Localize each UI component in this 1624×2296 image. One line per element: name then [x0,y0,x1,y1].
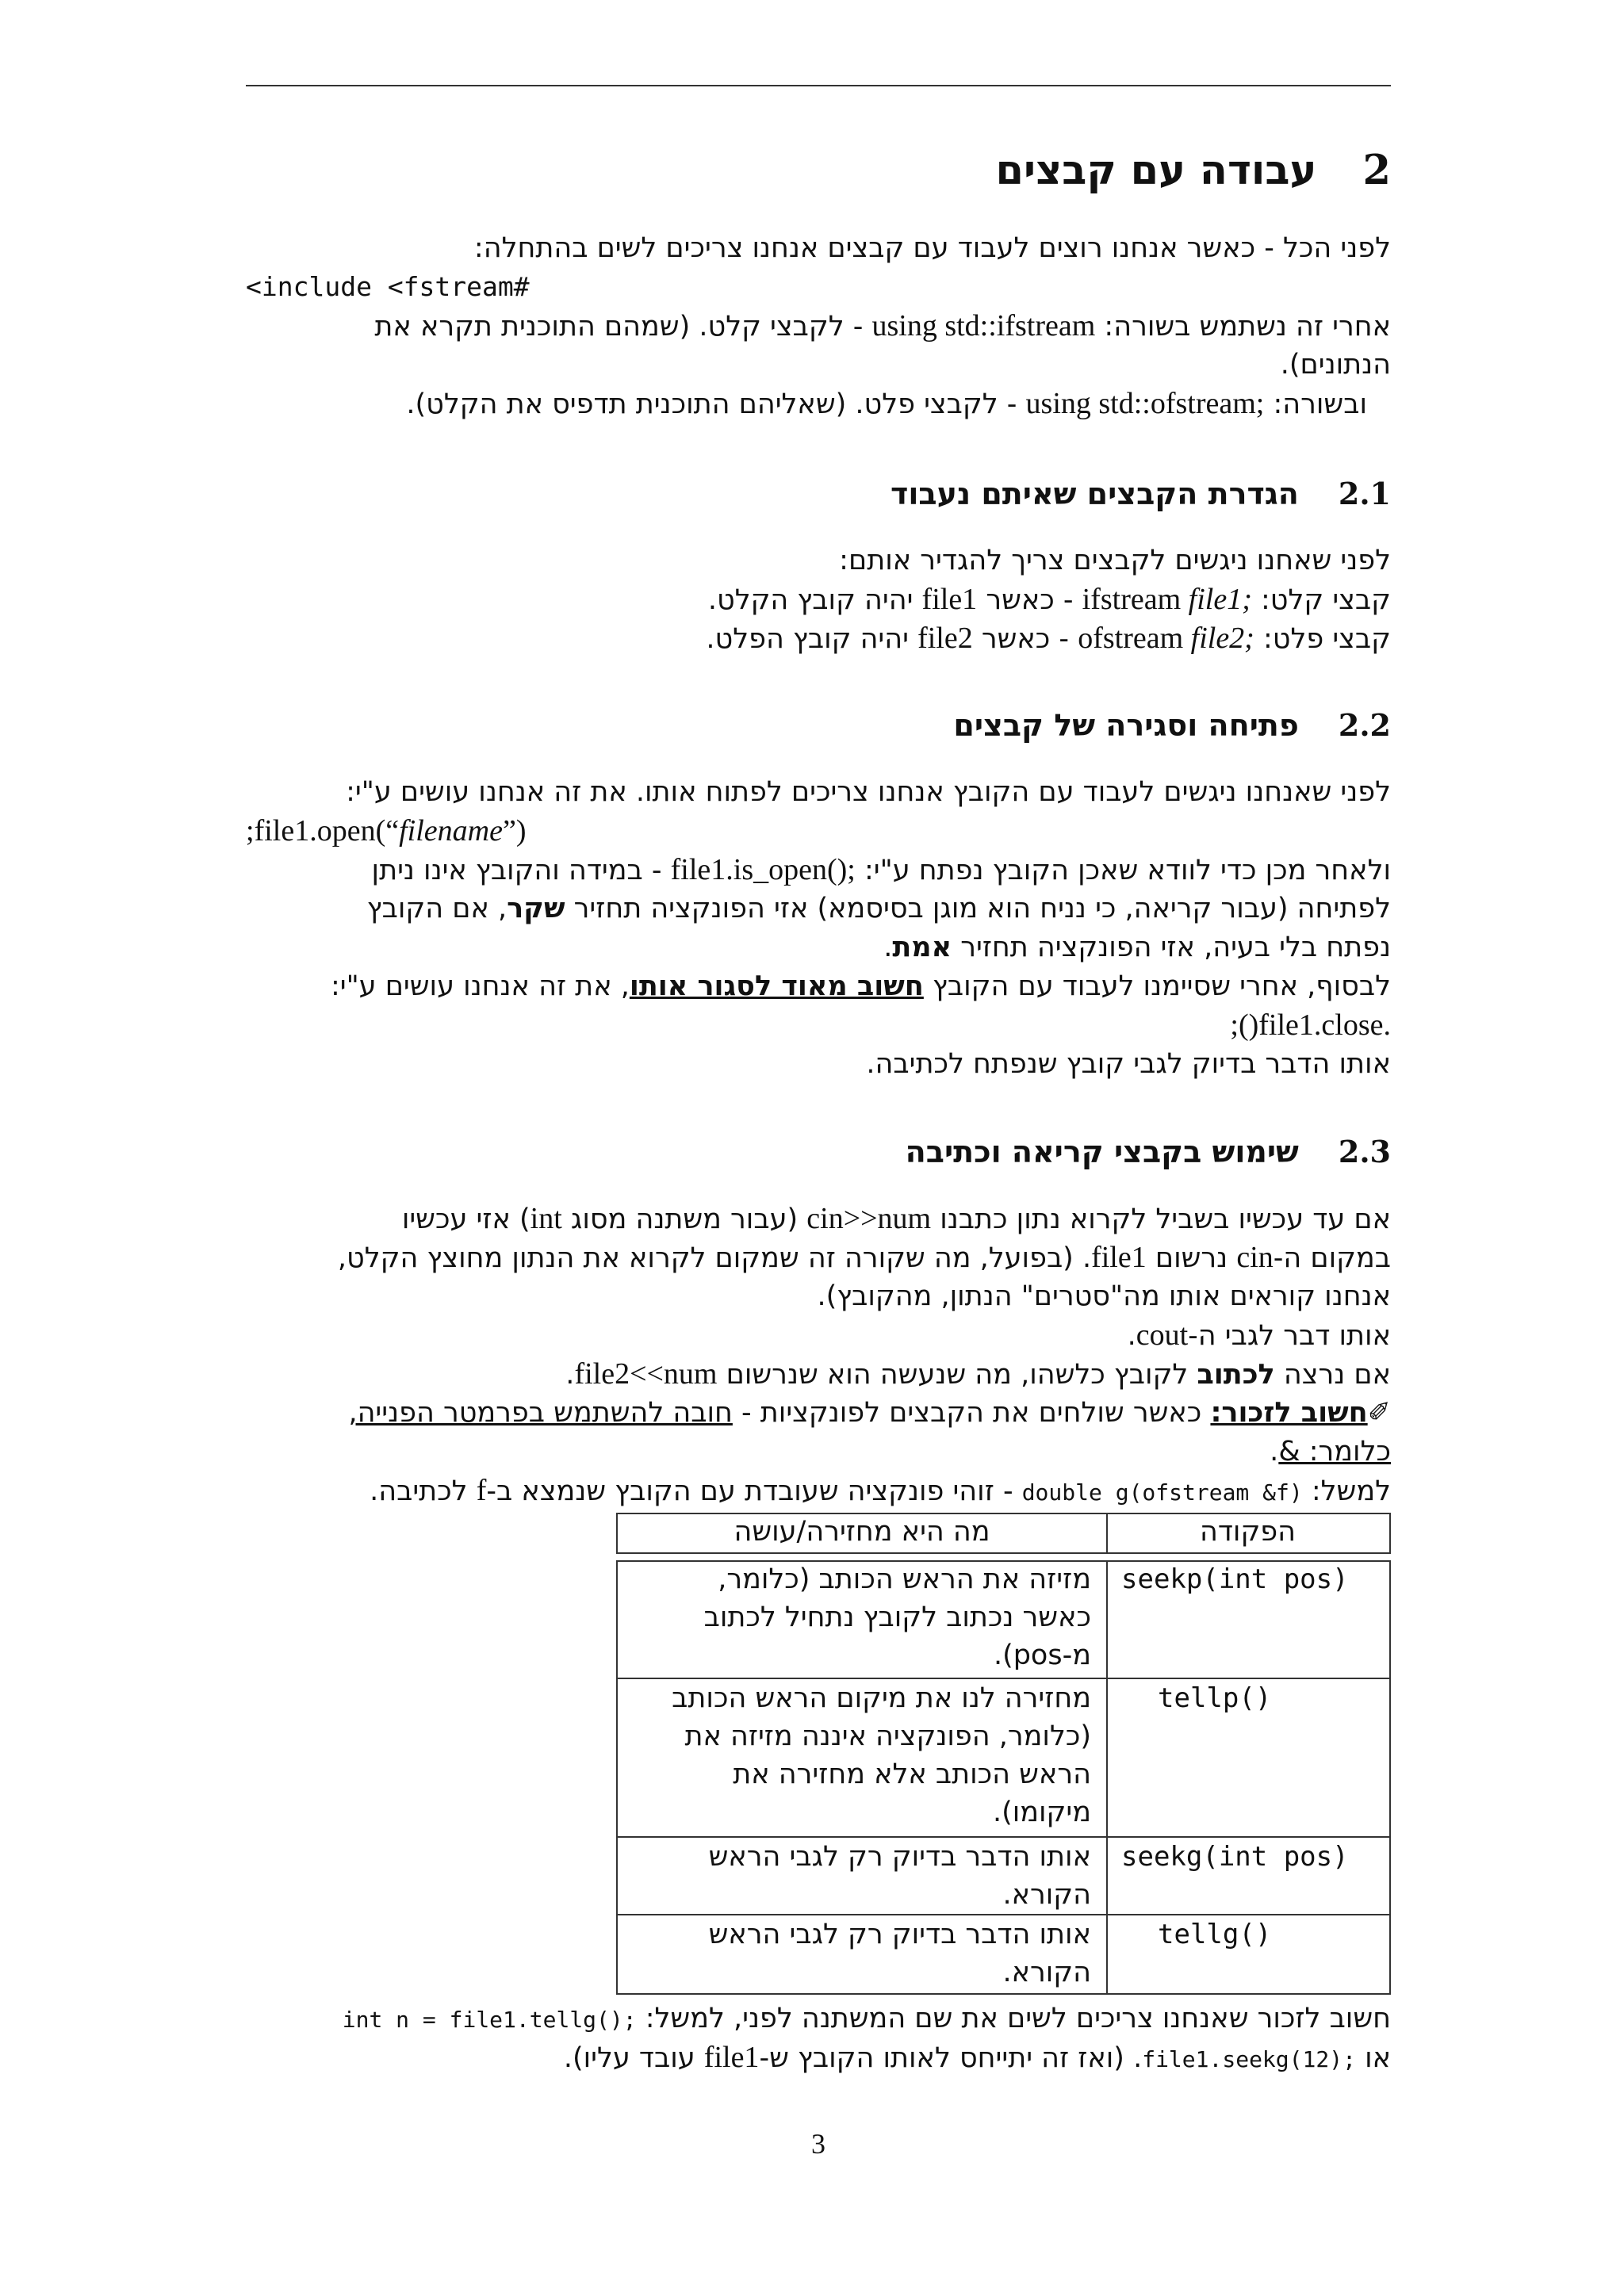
table-row-command: seekg(int pos) [1121,1841,1349,1873]
section-2-3-heading: 2.3שימוש בקבצי קריאה וכתיבה [905,1134,1391,1169]
include-line: #include <fstream> [246,271,530,302]
intro-line-4: הנתונים). [1280,349,1391,381]
s22-line-1: לפני שאנחנו ניגשים לעבוד עם הקובץ אנחנו צריכים לפתוח אותו. את זה אנחנו עושים ע"י: [346,776,1391,808]
section-2-heading [995,147,1391,194]
s22-line-6: לבסוף, אחרי שסיימנו לעבוד עם הקובץ חשוב מאוד לסגור אותו, את זה אנחנו עושים ע"י: [330,970,1391,1002]
section-number: 2 [1362,147,1391,194]
table-row-command: seekp(int pos) [1121,1563,1349,1595]
table-row-description: מזיזה את הראש הכותב (כלומר, כאשר נכתוב לקובץ נתחיל לכתוב מ-pos). [703,1563,1091,1671]
s23-line-8: למשל: double g(ofstream &f) - זוהי פונקציה שעובדת עם הקובץ שנמצא ב-f לכתיבה. [370,1474,1391,1507]
table-row-description: מחזירה לנו את מיקום הראש הכותב (כלומר, הפונקציה איננה מזיזה את הראש הכותב אלא מחזירה את מיקומו). [672,1682,1091,1828]
pencil-icon: ✐ [1367,1397,1391,1429]
s23-line-9: חשוב לזכור שאנחנו צריכים לשים את שם המשתנה לפני, למשל: int n = file1.tellg(); [342,2003,1391,2034]
intro-line-3: אחרי זה נשתמש בשורה: using std::ifstream - לקבצי קלט. (שמהם התוכנית תקרא את [374,309,1391,342]
s23-line-1: אם עד עכשיו בשביל לקרוא נתון כתבנו cin>>num (עבור משתנה מסוג int) אזי עכשיו [401,1202,1391,1235]
section-2-1-heading: 2.1הגדרת הקבצים שאיתם נעבוד [891,476,1391,511]
s23-line-6: ✐חשוב לזכור: כאשר שולחים את הקבצים לפונקציות - חובה להשתמש בפרמטר הפנייה, [348,1397,1391,1429]
close-call-line: .file1.close(); [1230,1008,1391,1042]
section-2-2-heading: 2.2פתיחה וסגירה של קבצים [953,707,1391,743]
open-call-line: file1.open(“filename”); [246,814,527,848]
s23-line-7: כלומר: &. [1270,1436,1391,1468]
s21-line-2: קבצי קלט: ifstream file1; - כאשר file1 יהיה קובץ הקלט. [707,583,1391,616]
section-title: עבודה עם קבצים [995,147,1317,194]
page-number: 3 [811,2128,825,2160]
s22-line-4: לפתיחה (עבור קריאה, כי נניח הוא מוגן בסיסמא) אזי הפונקציה תחזיר שקר, אם הקובץ [366,893,1391,924]
header-description: מה היא מחזירה/עושה [733,1516,990,1548]
s22-line-8: אותו הדבר בדיוק לגבי קובץ שנפתח לכתיבה. [866,1048,1391,1080]
document-page [246,0,1391,2296]
s22-line-5: נפתח בלי בעיה, אזי הפונקציה תחזיר אמת. [883,932,1391,963]
s23-line-5: אם נרצה לכתוב לקובץ כלשהו, מה שנעשה הוא שנרשום file2<<num. [565,1357,1391,1391]
table-row-command: tellg() [1158,1919,1272,1950]
s23-line-3: אנחנו קוראים אותו מה"סטרים" הנתון, מהקובץ). [817,1280,1391,1312]
s21-line-1: לפני שאחנו ניגשים לקבצים צריך להגדיר אותם: [839,545,1391,576]
s23-line-10: או file1.seekg(12);. (ואז זה יתייחס לאותו הקובץ ש-file1 עובד עליו). [563,2041,1391,2074]
intro-line-5: ובשורה: using std::ofstream; - לקבצי פלט. (שאליהם התוכנית תדפיס את הקלט). [406,387,1367,420]
header-rule [246,85,1391,86]
table-row-command: tellp() [1158,1682,1272,1714]
s21-line-3: קבצי פלט: ofstream file2; - כאשר file2 יהיה קובץ הפלט. [706,622,1391,655]
s23-line-2: במקום ה-cin נרשום file1. (בפועל, מה שקורה זה שמקום לקרוא את הנתון מחוצץ הקלט, [337,1241,1391,1274]
intro-line-1: לפני הכל - כאשר אנחנו רוצים לעבוד עם קבצים אנחנו צריכים לשים בהתחלה: [473,232,1391,264]
s23-line-4: אותו דבר לגבי ה-cout. [1127,1318,1391,1352]
table-row-description: אותו הדבר בדיוק רק לגבי הראש הקורא. [708,1919,1091,1988]
header-command: הפקודה [1199,1516,1297,1548]
s22-line-3: ולאחר מכן כדי לוודא שאכן הקובץ נפתח ע"י: file1.is_open(); - במידה והקובץ אינו ניתן [371,853,1391,886]
table-row-description: אותו הדבר בדיוק רק לגבי הראש הקורא. [708,1841,1091,1911]
